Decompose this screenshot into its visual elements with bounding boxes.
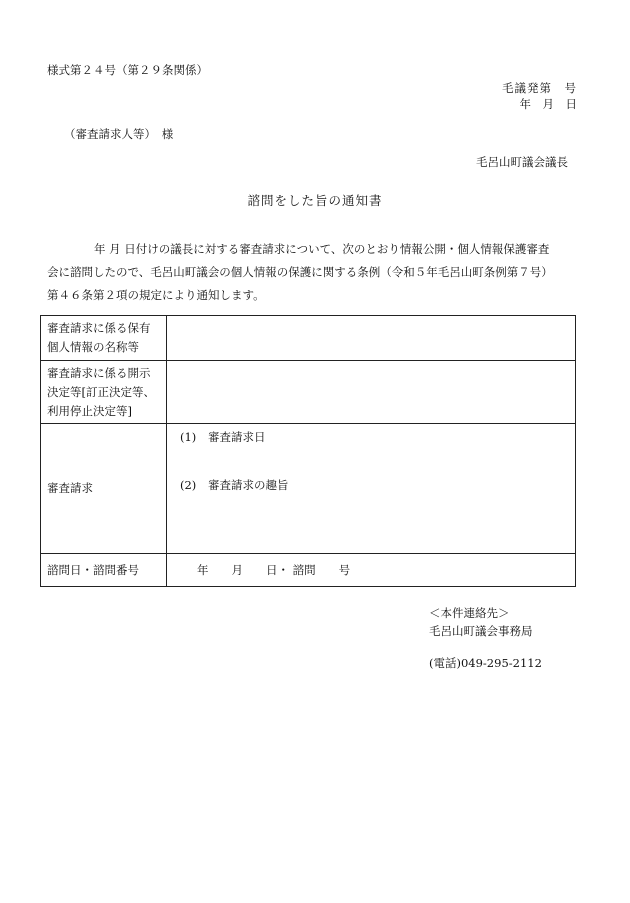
document-number: 毛議発第 号: [502, 81, 577, 95]
contact-block: [429, 604, 533, 640]
review-request-label: 審査請求: [41, 424, 167, 554]
review-request-date-item: (1) 審査請求日: [180, 430, 266, 444]
disclosure-decision-label: 審査請求に係る開示 決定等[訂正決定等、 利用停止決定等]: [41, 361, 167, 424]
contact-heading: ＜本件連絡先＞: [429, 606, 510, 620]
personal-info-name-value: [167, 316, 576, 361]
table-row: [41, 424, 576, 554]
table-row: [41, 554, 576, 587]
inquiry-date-number-label: 諮問日・諮問番号: [41, 554, 167, 587]
personal-info-name-label: 審査請求に係る保有 個人情報の名称等: [41, 316, 167, 361]
document-date: 年 月 日: [519, 97, 577, 111]
body-line-2: 会に諮問したので、毛呂山町議会の個人情報の保護に関する条例（令和５年毛呂山町条例第７号）: [47, 265, 553, 279]
table-row: [41, 361, 576, 424]
document-title: 諮問をした旨の通知書: [247, 193, 383, 208]
contact-phone: (電話)049-295-2112: [429, 656, 542, 670]
form-number: 様式第２４号（第２９条関係）: [47, 63, 208, 77]
review-request-value: [167, 424, 576, 554]
inquiry-details-table: [40, 315, 576, 587]
body-line-3: 第４６条第２項の規定により通知します。: [47, 288, 265, 302]
sender: 毛呂山町議会議長: [476, 155, 568, 169]
review-request-purpose-item: (2) 審査請求の趣旨: [180, 478, 289, 492]
table-row: [41, 316, 576, 361]
contact-office: 毛呂山町議会事務局: [429, 624, 533, 638]
inquiry-date-number-value: 年 月 日・ 諮問 号: [167, 554, 576, 587]
body-line-1: 年 月 日付けの議長に対する審査請求について、次のとおり情報公開・個人情報保護審査: [94, 242, 550, 256]
disclosure-decision-value: [167, 361, 576, 424]
addressee: （審査請求人等） 様: [64, 127, 174, 141]
notice-body: [47, 238, 579, 307]
